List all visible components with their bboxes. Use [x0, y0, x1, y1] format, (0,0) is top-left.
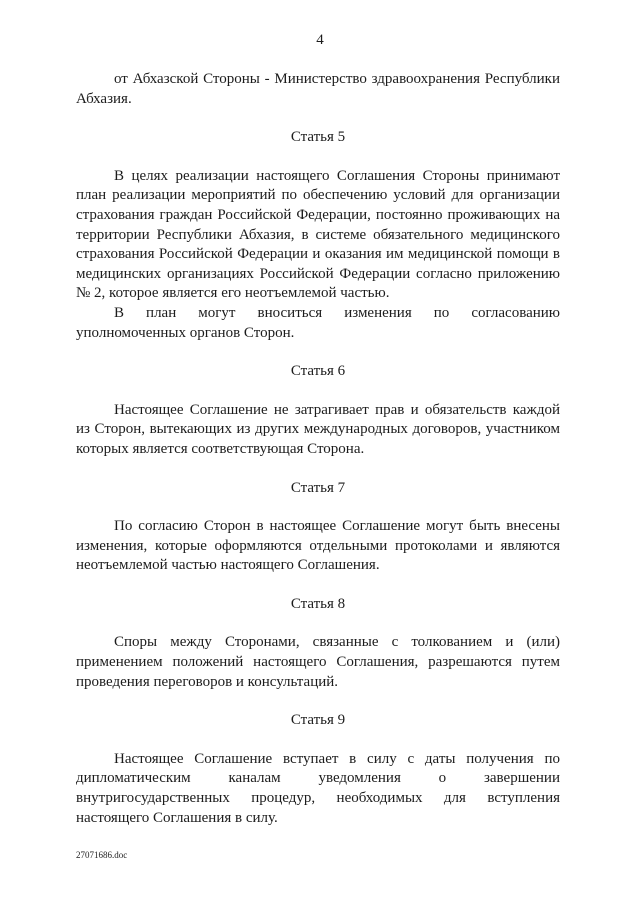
article-paragraph: В план могут вноситься изменения по согласованию уполномоченных органов Сторон. — [76, 304, 560, 341]
article-paragraph: Настоящее Соглашение вступает в силу с даты получения по дипломатическим каналам уведомления о завершении внутригосударственных процедур, необходимых для вступления настоящего Соглашения в силу. — [76, 750, 560, 826]
article-heading: Статья 8 — [290, 595, 346, 612]
article-paragraph: По согласию Сторон в настоящее Соглашение могут быть внесены изменения, которые оформляются отдельными протоколами и являются неотъемлемой частью настоящего Соглашения. — [76, 518, 560, 574]
intro-paragraph: от Абхазской Стороны - Министерство здравоохранения Республики Абхазия. — [76, 71, 560, 107]
article-heading: Статья 6 — [290, 363, 346, 380]
footer-filename: 27071686.doc — [76, 850, 128, 860]
document-body — [76, 70, 560, 828]
article-heading: Статья 9 — [290, 712, 346, 729]
page-number: 4 — [316, 32, 324, 48]
article-heading: Статья 7 — [290, 479, 346, 496]
article-paragraph: В целях реализации настоящего Соглашения Стороны принимают план реализации мероприятий по обеспечению условий для организации страхования граждан Российской Федерации, постоянно проживающих на территории Республики Абхазия, в системе обязательного медицинского страхования Российской Федерации и оказания им медицинской помощи в медицинских организациях Российской Федерации согласно приложению № 2, которое является его неотъемлемой частью. — [76, 167, 560, 302]
article-paragraph: Споры между Сторонами, связанные с толкованием и (или) применением положений настоящего Соглашения, разрешаются путем проведения переговоров и консультаций. — [76, 634, 560, 690]
article-paragraph: Настоящее Соглашение не затрагивает прав и обязательств каждой из Сторон, вытекающих из других международных договоров, участником которых является соответствующая Сторона. — [76, 401, 560, 457]
article-heading: Статья 5 — [290, 129, 346, 146]
